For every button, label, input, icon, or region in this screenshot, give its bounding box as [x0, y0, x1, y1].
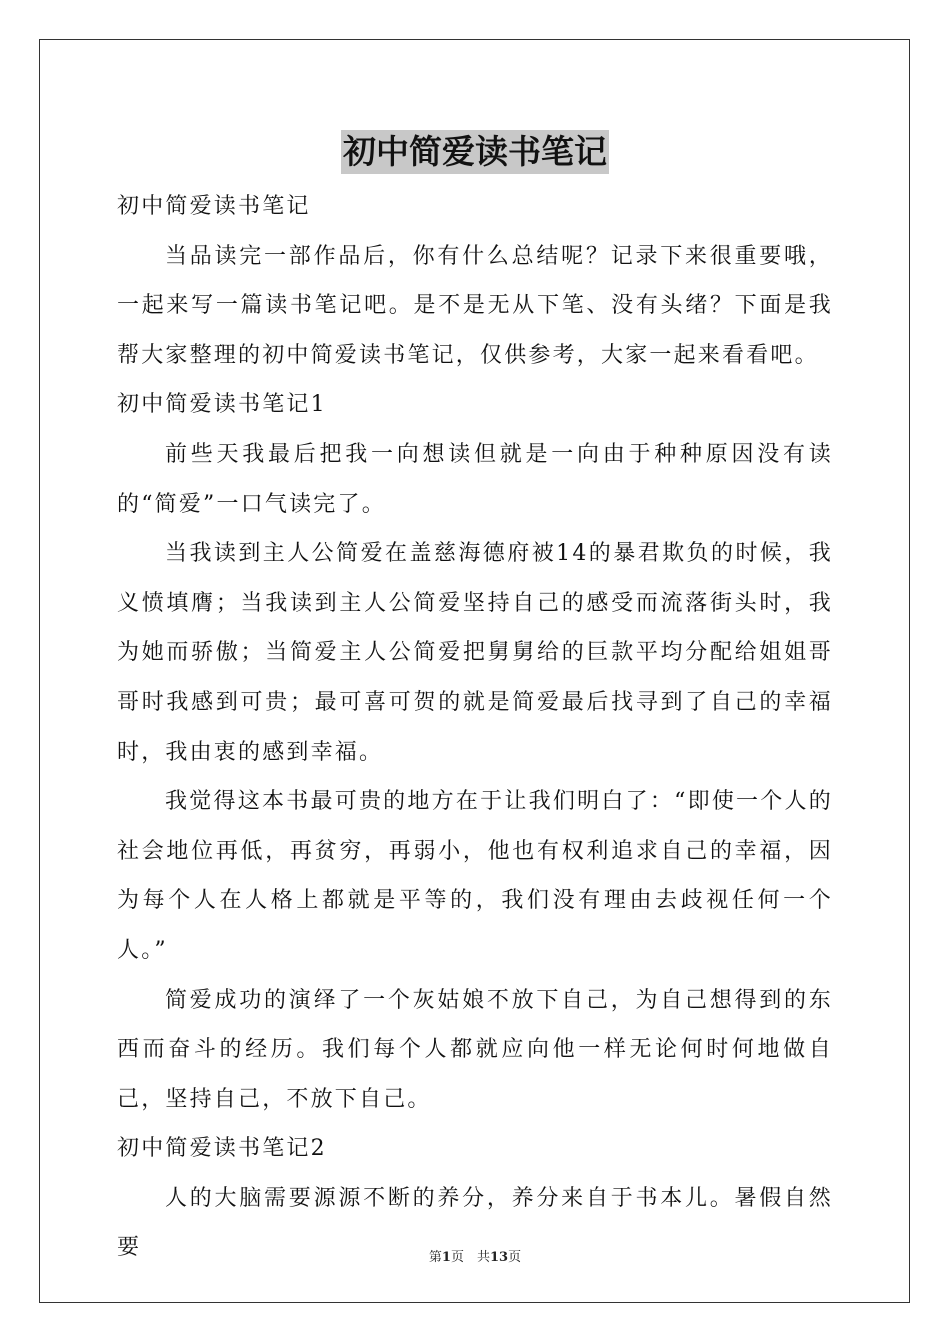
section-1-paragraph-1: 前些天我最后把我一向想读但就是一向由于种种原因没有读的“简爱”一口气读完了。: [117, 441, 833, 517]
page-footer: [0, 1246, 950, 1265]
footer-page-mid: 页 共: [450, 1250, 490, 1265]
intro-paragraph: 当品读完一部作品后，你有什么总结呢？记录下来很重要哦，一起来写一篇读书笔记吧。是不是无从下笔、没有头绪？下面是我帮大家整理的初中简爱读书笔记，仅供参考，大家一起来看看吧。: [117, 243, 833, 368]
section-1-heading: 初中简爱读书笔记1: [117, 392, 327, 418]
section-2-heading: 初中简爱读书笔记2: [117, 1136, 327, 1162]
section-2-paragraph-1: 人的大脑需要源源不断的养分，养分来自于书本儿。暑假自然要: [117, 1185, 833, 1261]
section-1-paragraph-2: 当我读到主人公简爱在盖慈海德府被14的暴君欺负的时候，我义愤填膺；当我读到主人公简爱坚持自己的感受而流落街头时，我为她而骄傲；当简爱主人公简爱把舅舅给的巨款平均分配给姐姐哥哥时我感到可贵；最可喜可贺的就是简爱最后找寻到了自己的幸福时，我由衷的感到幸福。: [117, 541, 833, 765]
title-container: [117, 120, 833, 182]
footer-page-number: 1: [441, 1250, 451, 1265]
footer-page-prefix: 第: [428, 1250, 442, 1265]
section-1-paragraph-4: 简爱成功的演绎了一个灰姑娘不放下自己，为自己想得到的东西而奋斗的经历。我们每个人都就应向他一样无论何时何地做自己，坚持自己，不放下自己。: [117, 987, 833, 1112]
footer-page-suffix: 页: [508, 1250, 522, 1265]
document-body: [117, 120, 833, 1273]
document-title: 初中简爱读书笔记: [341, 130, 609, 174]
footer-page-total: 13: [489, 1250, 509, 1265]
intro-heading: 初中简爱读书笔记: [117, 194, 311, 219]
section-1-paragraph-3: 我觉得这本书最可贵的地方在于让我们明白了：“即使一个人的社会地位再低，再贫穷，再弱小，他也有权利追求自己的幸福，因为每个人在人格上都就是平等的，我们没有理由去歧视任何一个人。”: [117, 789, 833, 963]
